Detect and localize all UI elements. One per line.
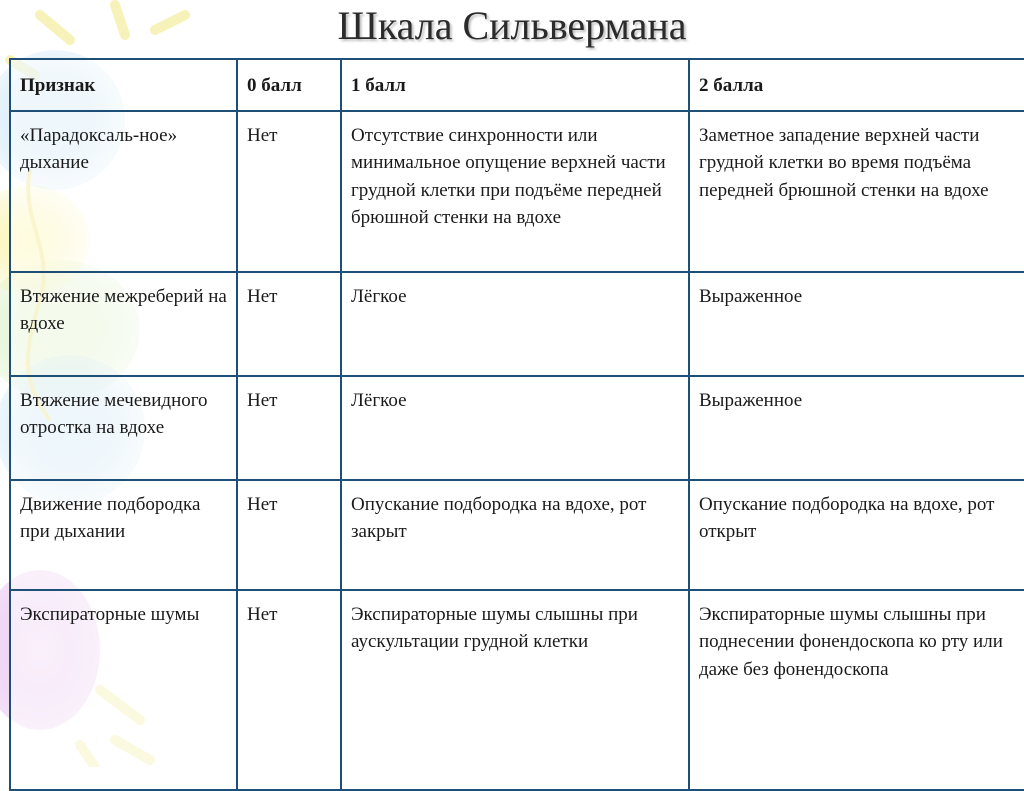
cell-sign: Втяжение мечевидного отростка на вдохе <box>10 376 237 480</box>
header-score-2: 2 балла <box>689 59 1024 111</box>
table-row <box>10 111 1024 272</box>
cell-sign: Втяжение межреберий на вдохе <box>10 272 237 376</box>
cell-score-0: Нет <box>237 590 341 790</box>
table-row <box>10 376 1024 480</box>
silverman-scale-table <box>9 58 1024 791</box>
cell-score-2: Опускание подбородка на вдохе, рот открыт <box>689 480 1024 590</box>
cell-score-0: Нет <box>237 111 341 272</box>
cell-score-0: Нет <box>237 272 341 376</box>
cell-score-0: Нет <box>237 376 341 480</box>
cell-score-2: Экспираторные шумы слышны при поднесении фонендоскопа ко рту или даже без фонендоскопа <box>689 590 1024 790</box>
cell-score-2: Выраженное <box>689 376 1024 480</box>
cell-score-1: Лёгкое <box>341 376 689 480</box>
table-row <box>10 272 1024 376</box>
table-row <box>10 590 1024 790</box>
cell-score-0: Нет <box>237 480 341 590</box>
cell-score-2: Выраженное <box>689 272 1024 376</box>
cell-score-1: Лёгкое <box>341 272 689 376</box>
header-score-1: 1 балл <box>341 59 689 111</box>
cell-score-1: Отсутствие синхронности или минимальное опущение верхней части грудной клетки при подъёме передней брюшной стенки на вдохе <box>341 111 689 272</box>
cell-sign: Экспираторные шумы <box>10 590 237 790</box>
header-score-0: 0 балл <box>237 59 341 111</box>
cell-score-1: Опускание подбородка на вдохе, рот закрыт <box>341 480 689 590</box>
page-title: Шкала Сильвермана <box>337 3 687 48</box>
header-sign: Признак <box>10 59 237 111</box>
cell-score-1: Экспираторные шумы слышны при аускультации грудной клетки <box>341 590 689 790</box>
table-header-row <box>10 59 1024 111</box>
cell-sign: Движение подбородка при дыхании <box>10 480 237 590</box>
cell-sign: «Парадоксаль-ное» дыхание <box>10 111 237 272</box>
cell-score-2: Заметное западение верхней части грудной клетки во время подъёма передней брюшной стенки на вдохе <box>689 111 1024 272</box>
table-row <box>10 480 1024 590</box>
